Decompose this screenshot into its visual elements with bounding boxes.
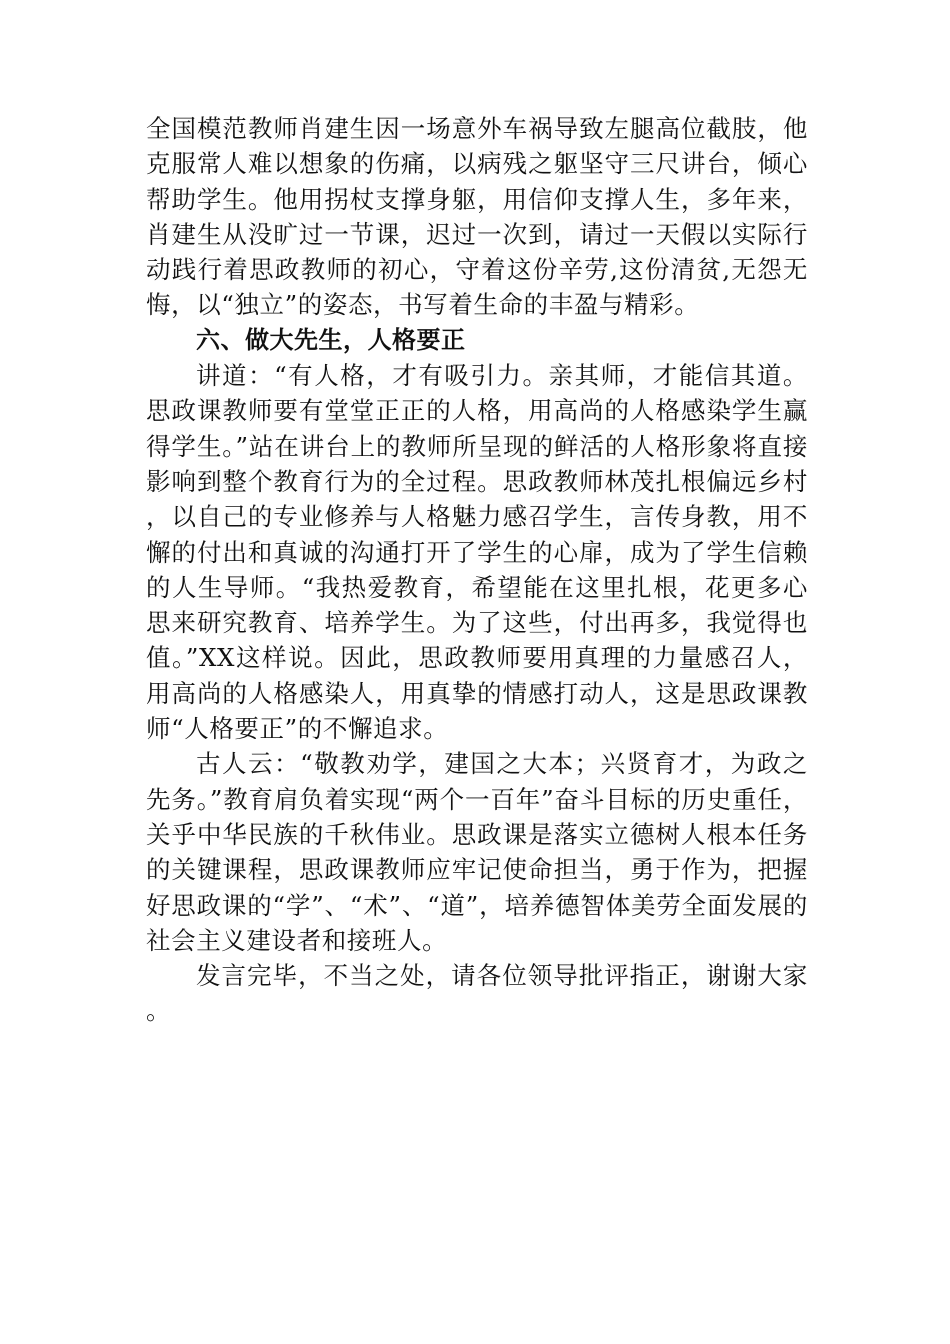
paragraph-personality: 讲道：“有人格，才有吸引力。亲其师，才能信其道。思政课教师要有堂堂正正的人格，用高尚的人格感染学生赢得学生。”站在讲台上的教师所呈现的鲜活的人格形象将直接影响到整个教育行为的全过程。思政教师林茂扎根偏远乡村，以自己的专业修养与人格魅力感召学生，言传身教，用不懈的付出和真诚的沟通打开了学生的心扉，成为了学生信赖的人生导师。“我热爱教育，希望能在这里扎根，花更多心思来研究教育、培养学生。为了这些，付出再多，我觉得也值。”XX这样说。因此，思政教师要用真理的力量感召人，用高尚的人格感染人，用真挚的情感打动人，这是思政课教师“人格要正”的不懈追求。 [146, 361, 808, 744]
paragraph-xiao-jiansheng: 全国模范教师肖建生因一场意外车祸导致左腿高位截肢，他克服常人难以想象的伤痛，以病残之躯坚守三尺讲台，倾心帮助学生。他用拐杖支撑身躯，用信仰支撑人生，多年来，肖建生从没旷过一节课，迟过一次到，请过一天假以实际行动践行着思政教师的初心，守着这份辛劳,这份清贫,无怨无悔，以“独立”的姿态，书写着生命的丰盈与精彩。 [146, 114, 808, 320]
paragraph-closing: 发言完毕，不当之处，请各位领导批评指正，谢谢大家。 [146, 961, 808, 1026]
paragraph-ancient-saying: 古人云：“敬教劝学，建国之大本；兴贤育才，为政之先务。”教育肩负着实现“两个一百年”奋斗目标的历史重任，关乎中华民族的千秋伟业。思政课是落实立德树人根本任务的关键课程，思政课教师应牢记使命担当，勇于作为，把握好思政课的“学”、“术”、“道”，培养德智体美劳全面发展的社会主义建设者和接班人。 [146, 749, 808, 955]
document-page [146, 111, 808, 1029]
section-heading-six: 六、做大先生，人格要正 [196, 325, 466, 354]
